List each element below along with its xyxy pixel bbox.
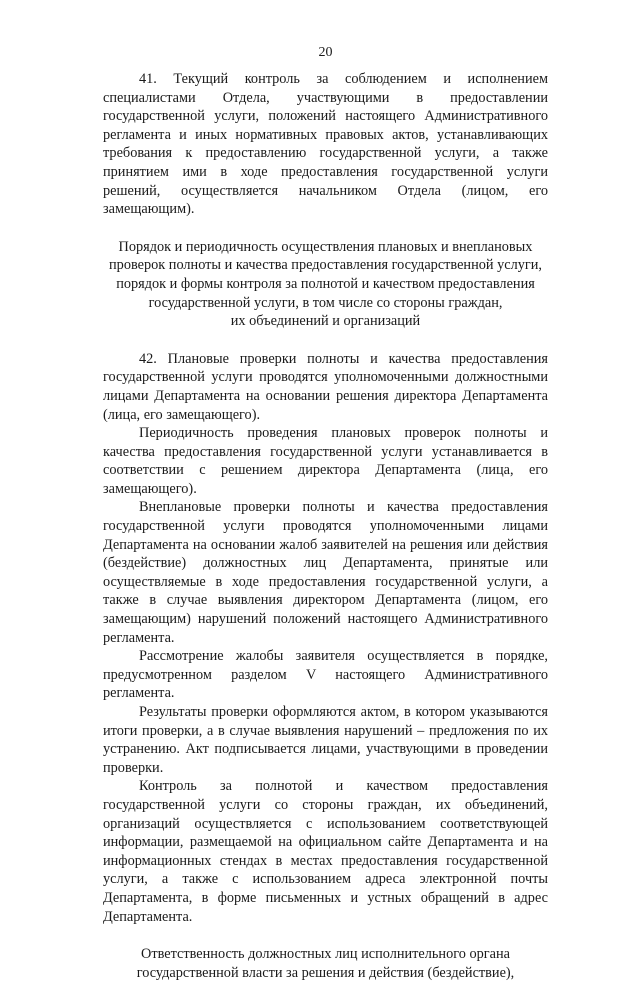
section-heading-responsibility [103, 945, 548, 982]
paragraph-41: 41. Текущий контроль за соблюдением и исполнением специалистами Отдела, участвующими в предоставлении государственной услуги, положений настоящего Административного регламента и иных нормативных правовых актов, устанавливающих требования к предоставлению государственной услуги, а также принятием ими в ходе предоставления государственной услуги решений, осуществляется начальником Отдела (лицом, его замещающим). [103, 71, 548, 218]
paragraph-unscheduled: Внеплановые проверки полноты и качества предоставления государственной услуги проводятся уполномоченными лицами Департамента на основании жалоб заявителей на решения или действия (бездействие) должностных лиц Департамента, принятые или осуществляемые в ходе предоставления государственной услуги, а также в случае выявления директором Департамента (лицом, его замещающим) нарушений положений настоящего Административного регламента. [103, 499, 548, 646]
paragraph-results: Результаты проверки оформляются актом, в котором указываются итоги проверки, а в случае выявления нарушений – предложения по их устранению. Акт подписывается лицами, участвующими в проведении проверки. [103, 704, 548, 776]
paragraph-complaint: Рассмотрение жалобы заявителя осуществляется в порядке, предусмотренном разделом V настоящего Административного регламента. [103, 648, 548, 702]
document-body [103, 70, 548, 982]
heading-line: государственной услуги, в том числе со стороны граждан, [148, 294, 503, 311]
heading-line: их объединений и организаций [230, 313, 421, 330]
section-heading-inspections [103, 238, 548, 331]
heading-line: проверок полноты и качества предоставления государственной услуги, [109, 257, 542, 274]
paragraph-citizen-control: Контроль за полнотой и качеством предоставления государственной услуги со стороны граждан, их объединений, организаций осуществляется с использованием соответствующей информации, размещаемой на официальном сайте Департамента и на информационных стендах в местах предоставления государственной услуги, а также с использованием адреса электронной почты Департамента, в форме письменных и устных обращений в адрес Департамента. [103, 778, 548, 925]
heading-line: порядок и формы контроля за полнотой и качеством предоставления [116, 275, 535, 292]
paragraph-42: 42. Плановые проверки полноты и качества предоставления государственной услуги проводятся уполномоченными должностными лицами Департамента на основании решения директора Департамента (лица, его замещающего). [103, 350, 548, 423]
heading-line: государственной власти за решения и действия (бездействие), [136, 964, 515, 981]
page-number: 20 [318, 45, 333, 60]
paragraph-periodicity: Периодичность проведения плановых проверок полноты и качества предоставления государственной услуги устанавливается в соответствии с решением директора Департамента (лица, его замещающего). [103, 425, 548, 497]
heading-line: Порядок и периодичность осуществления плановых и внеплановых [118, 238, 533, 255]
heading-line: Ответственность должностных лиц исполнительного органа [141, 946, 510, 963]
